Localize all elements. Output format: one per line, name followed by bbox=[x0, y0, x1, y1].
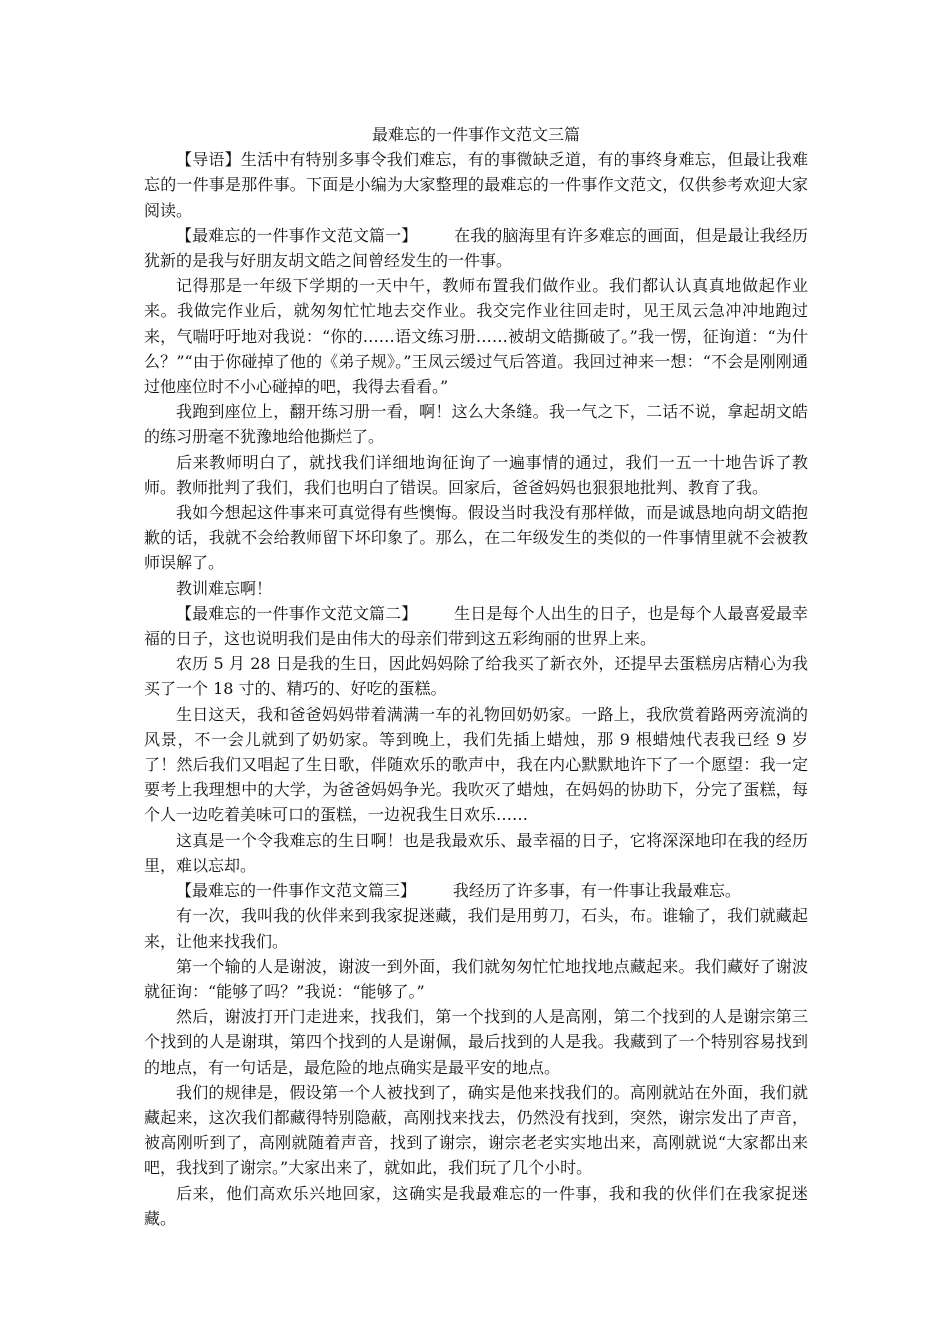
paragraph-text: 这真是一个令我难忘的生日啊！也是我最欢乐、最幸福的日子，它将深深地印在我的经历里，难以忘却。 bbox=[144, 830, 808, 875]
paragraph-text: 后来教师明白了，就找我们详细地询征询了一遍事情的通过，我们一五一十地告诉了教师。教师批判了我们，我们也明白了错误。回家后，爸爸妈妈也狠狠地批判、教育了我。 bbox=[144, 452, 808, 497]
paragraph-text: 在我的脑海里有许多难忘的画面，但是最让我经历犹新的是我与好朋友胡文皓之间曾经发生的一件事。 bbox=[144, 225, 808, 271]
paragraph-text: 后来，他们高欢乐兴地回家，这确实是我最难忘的一件事，我和我的伙伴们在我家捉迷藏。 bbox=[144, 1183, 808, 1228]
section-heading: 【最难忘的一件事作文范文篇二】 bbox=[176, 603, 418, 623]
paragraph-text: 我们的规律是，假设第一个人被找到了，确实是他来找我们的。高刚就站在外面，我们就藏起来，这次我们都藏得特别隐蔽，高刚找来找去，仍然没有找到，突然，谢宗发出了声音，被高刚听到了，高刚就随着声音，找到了谢宗，谢宗老老实实地出来，高刚就说“大家都出来吧，我找到了谢宗。”大家出来了，就如此，我们玩了几个小时。 bbox=[144, 1082, 808, 1178]
paragraph-text: 生日这天，我和爸爸妈妈带着满满一车的礼物回奶奶家。一路上，我欣赏着路两旁流淌的风景，不一会儿就到了奶奶家。等到晚上，我们先插上蜡烛，那 9 根蜡烛代表我已经 9 岁了！然后我们又唱起了生日歌，伴随欢乐的歌声中，我在内心默默地许下了一个愿望：我一定要考上我理想中的大学，为爸爸妈妈争光。我吹灭了蜡烛，在妈妈的协助下，分完了蛋糕，每个人一边吃着美味可口的蛋糕，一边祝我生日欢乐…… bbox=[144, 704, 808, 825]
paragraph bbox=[144, 450, 808, 500]
section-one-opening bbox=[144, 223, 808, 273]
document-title: 最难忘的一件事作文范文三篇 bbox=[371, 125, 580, 144]
paragraph bbox=[144, 1181, 808, 1231]
paragraph-text: 我如今想起这件事来可真觉得有些懊悔。假设当时我没有那样做，而是诚恳地向胡文皓抱歉的话，我就不会给教师留下坏印象了。那么，在二年级发生的类似的一件事情里就不会被教师误解了。 bbox=[144, 503, 808, 573]
paragraph bbox=[144, 399, 808, 449]
paragraph-text: 有一次，我叫我的伙伴来到我家捉迷藏，我们是用剪刀，石头，布。谁输了，我们就藏起来，让他来找我们。 bbox=[144, 906, 808, 951]
paragraph-text: 第一个输的人是谢波，谢波一到外面，我们就匆匆忙忙地找地点藏起来。我们藏好了谢波就征询：“能够了吗？”我说：“能够了。” bbox=[144, 956, 808, 1001]
paragraph bbox=[144, 954, 808, 1004]
document-body bbox=[144, 122, 808, 1231]
paragraph-text: 然后，谢波打开门走进来，找我们，第一个找到的人是高刚，第二个找到的人是谢宗第三个找到的人是谢琪，第四个找到的人是谢佩，最后找到的人是我。我藏到了一个特别容易找到的地点，有一句话是，最危险的地点确实是最平安的地点。 bbox=[144, 1007, 808, 1077]
paragraph-text: 记得那是一年级下学期的一天中午，教师布置我们做作业。我们都认认真真地做起作业来。我做完作业后，就匆匆忙忙地去交作业。我交完作业往回走时，见王凤云急冲冲地跑过来，气喘吁吁地对我说：“你的……语文练习册……被胡文皓撕破了。”我一愣，征询道：“为什么？”“由于你碰掉了他的《弟子规》。”王凤云缓过气后答道。我回过神来一想：“不会是刚刚通过他座位时不小心碰掉的吧，我得去看看。” bbox=[144, 276, 808, 397]
section-three-opening bbox=[144, 878, 808, 903]
paragraph-text: 农历 5 月 28 日是我的生日，因此妈妈除了给我买了新衣外，还提早去蛋糕房店精心为我买了一个 18 寸的、精巧的、好吃的蛋糕。 bbox=[144, 654, 808, 699]
paragraph-text: 教训难忘啊！ bbox=[176, 578, 273, 598]
paragraph bbox=[144, 500, 808, 576]
paragraph bbox=[144, 1080, 808, 1181]
section-heading: 【最难忘的一件事作文范文篇三】 bbox=[176, 881, 417, 901]
section-heading: 【最难忘的一件事作文范文篇一】 bbox=[176, 225, 418, 245]
paragraph bbox=[144, 828, 808, 878]
paragraph bbox=[144, 903, 808, 953]
section-two-opening bbox=[144, 601, 808, 651]
paragraph-text: 我经历了许多事，有一件事让我最难忘。 bbox=[452, 881, 741, 901]
paragraph-text: 生日是每个人出生的日子，也是每个人最喜爱最幸福的日子，这也说明我们是由伟大的母亲们带到这五彩绚丽的世界上来。 bbox=[144, 603, 808, 649]
paragraph bbox=[144, 651, 808, 701]
paragraph-text: 我跑到座位上，翻开练习册一看，啊！这么大条缝。我一气之下，二话不说，拿起胡文皓的练习册毫不犹豫地给他撕烂了。 bbox=[144, 402, 808, 447]
paragraph-text: 【导语】生活中有特别多事令我们难忘，有的事微缺乏道，有的事终身难忘，但最让我难忘的一件事是那件事。下面是小编为大家整理的最难忘的一件事作文范文，仅供参考欢迎大家阅读。 bbox=[144, 150, 808, 220]
paragraph-intro bbox=[144, 147, 808, 223]
paragraph bbox=[144, 576, 808, 601]
paragraph bbox=[144, 702, 808, 828]
paragraph bbox=[144, 1004, 808, 1080]
paragraph bbox=[144, 273, 808, 399]
